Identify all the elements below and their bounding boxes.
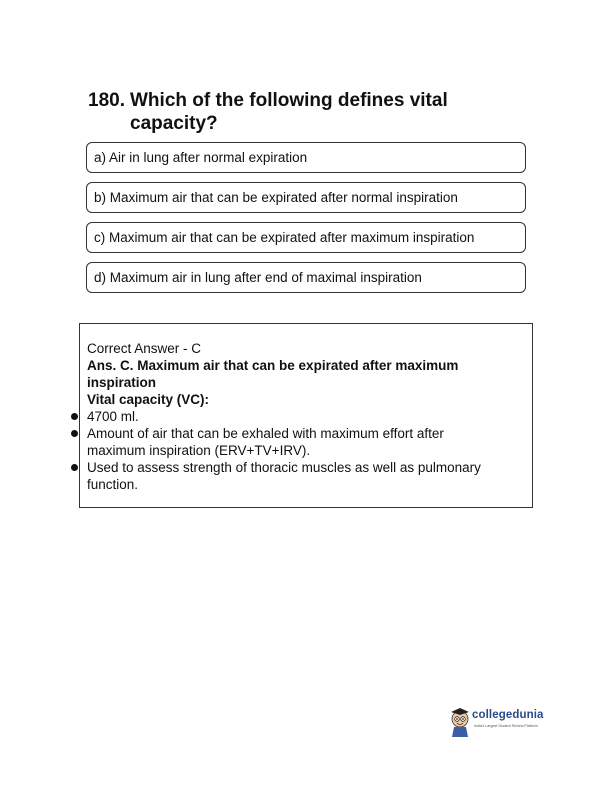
answer-statement-line2: inspiration (87, 375, 157, 390)
bullet-icon (71, 413, 78, 420)
logo-wordmark: collegedunia (472, 709, 544, 721)
list-item (87, 425, 527, 459)
list-item-line1: Used to assess strength of thoracic muscles as well as pulmonary (87, 460, 481, 475)
list-item (87, 459, 527, 493)
list-item-line1: Amount of air that can be exhaled with maximum effort after (87, 426, 444, 441)
logo-tagline: India's Largest Student Review Platform (474, 724, 538, 728)
correct-answer-label: Correct Answer - C (87, 341, 202, 356)
bullet-icon (71, 430, 78, 437)
option-d[interactable]: d) Maximum air in lung after end of maximal inspiration (86, 262, 526, 293)
explanation-list (87, 408, 527, 493)
question-text-line2: capacity? (130, 113, 218, 134)
option-a[interactable]: a) Air in lung after normal expiration (86, 142, 526, 173)
question-heading (88, 89, 528, 135)
answer-explanation (87, 340, 527, 493)
list-item-line1: 4700 ml. (87, 409, 139, 424)
option-b[interactable]: b) Maximum air that can be expirated after normal inspiration (86, 182, 526, 213)
question-text-line1: Which of the following defines vital (130, 90, 448, 111)
answer-statement-line1: Ans. C. Maximum air that can be expirated after maximum (87, 358, 459, 373)
list-item-line2: function. (87, 477, 139, 492)
option-c[interactable]: c) Maximum air that can be expirated after maximum inspiration (86, 222, 526, 253)
question-number: 180. (88, 90, 125, 111)
list-item (87, 408, 527, 425)
bullet-icon (71, 464, 78, 471)
explanation-heading: Vital capacity (VC): (87, 392, 210, 407)
list-item-line2: maximum inspiration (ERV+TV+IRV). (87, 443, 311, 458)
